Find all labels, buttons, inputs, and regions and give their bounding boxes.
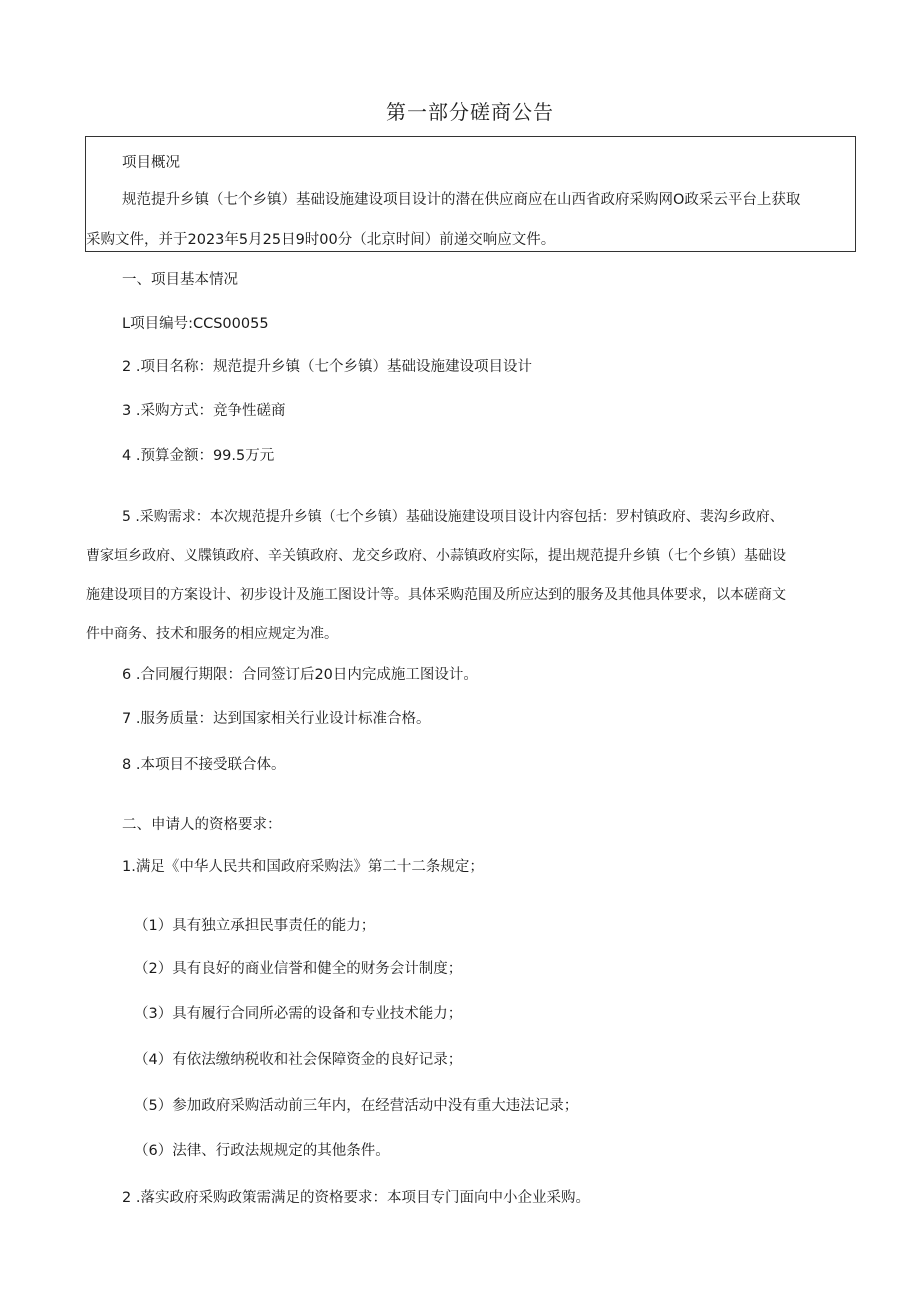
qualification-item-2: 2 .落实政府采购政策需满足的资格要求：本项目专门面向中小企业采购。 (122, 1190, 590, 1206)
procurement-demand-line-1: 5 .采购需求：本次规范提升乡镇（七个乡镇）基础设施建设项目设计内容包括：罗村镇政府、裴沟乡政府、 (122, 509, 784, 525)
project-number: L项目编号:CCS00055 (122, 316, 269, 332)
page-title: 第一部分磋商公告 (386, 100, 554, 124)
overview-text-line-1: 规范提升乡镇（七个乡镇）基础设施建设项目设计的潜在供应商应在山西省政府采购网O政采云平台上获取 (122, 192, 801, 208)
budget-amount: 4 .预算金额：99.5万元 (122, 448, 275, 464)
procurement-demand-line-2: 曹家垣乡政府、义牒镇政府、辛关镇政府、龙交乡政府、小蒜镇政府实际，提出规范提升乡镇（七个乡镇）基础设 (86, 548, 786, 564)
contract-period: 6 .合同履行期限：合同签订后20日内完成施工图设计。 (122, 667, 478, 683)
section1-heading: 一、项目基本情况 (122, 272, 238, 288)
qualification-sub-2: （2）具有良好的商业信誉和健全的财务会计制度； (134, 961, 463, 977)
section2-heading: 二、申请人的资格要求： (122, 817, 282, 833)
qualification-sub-1: （1）具有独立承担民事责任的能力； (134, 918, 376, 934)
qualification-sub-6: （6）法律、行政法规规定的其他条件。 (134, 1143, 390, 1159)
qualification-sub-4: （4）有依法缴纳税收和社会保障资金的良好记录； (134, 1052, 463, 1068)
project-name: 2 .项目名称：规范提升乡镇（七个乡镇）基础设施建设项目设计 (122, 359, 532, 375)
overview-text-line-2: 采购文件，并于2023年5月25日9时00分（北京时间）前递交响应文件。 (86, 232, 556, 248)
procurement-method: 3 .采购方式：竞争性磋商 (122, 403, 286, 419)
qualification-item-1: 1.满足《中华人民共和国政府采购法》第二十二条规定； (122, 859, 484, 875)
procurement-demand-line-3: 施建设项目的方案设计、初步设计及施工图设计等。具体采购范围及所应达到的服务及其他具体要求，以本磋商文 (86, 587, 786, 603)
no-consortium: 8 .本项目不接受联合体。 (122, 757, 286, 773)
service-quality: 7 .服务质量：达到国家相关行业设计标准合格。 (122, 711, 431, 727)
overview-heading: 项目概况 (122, 155, 180, 171)
qualification-sub-3: （3）具有履行合同所必需的设备和专业技术能力； (134, 1006, 463, 1022)
procurement-demand-line-4: 件中商务、技术和服务的相应规定为准。 (86, 626, 338, 642)
qualification-sub-5: （5）参加政府采购活动前三年内，在经营活动中没有重大违法记录； (134, 1098, 579, 1114)
